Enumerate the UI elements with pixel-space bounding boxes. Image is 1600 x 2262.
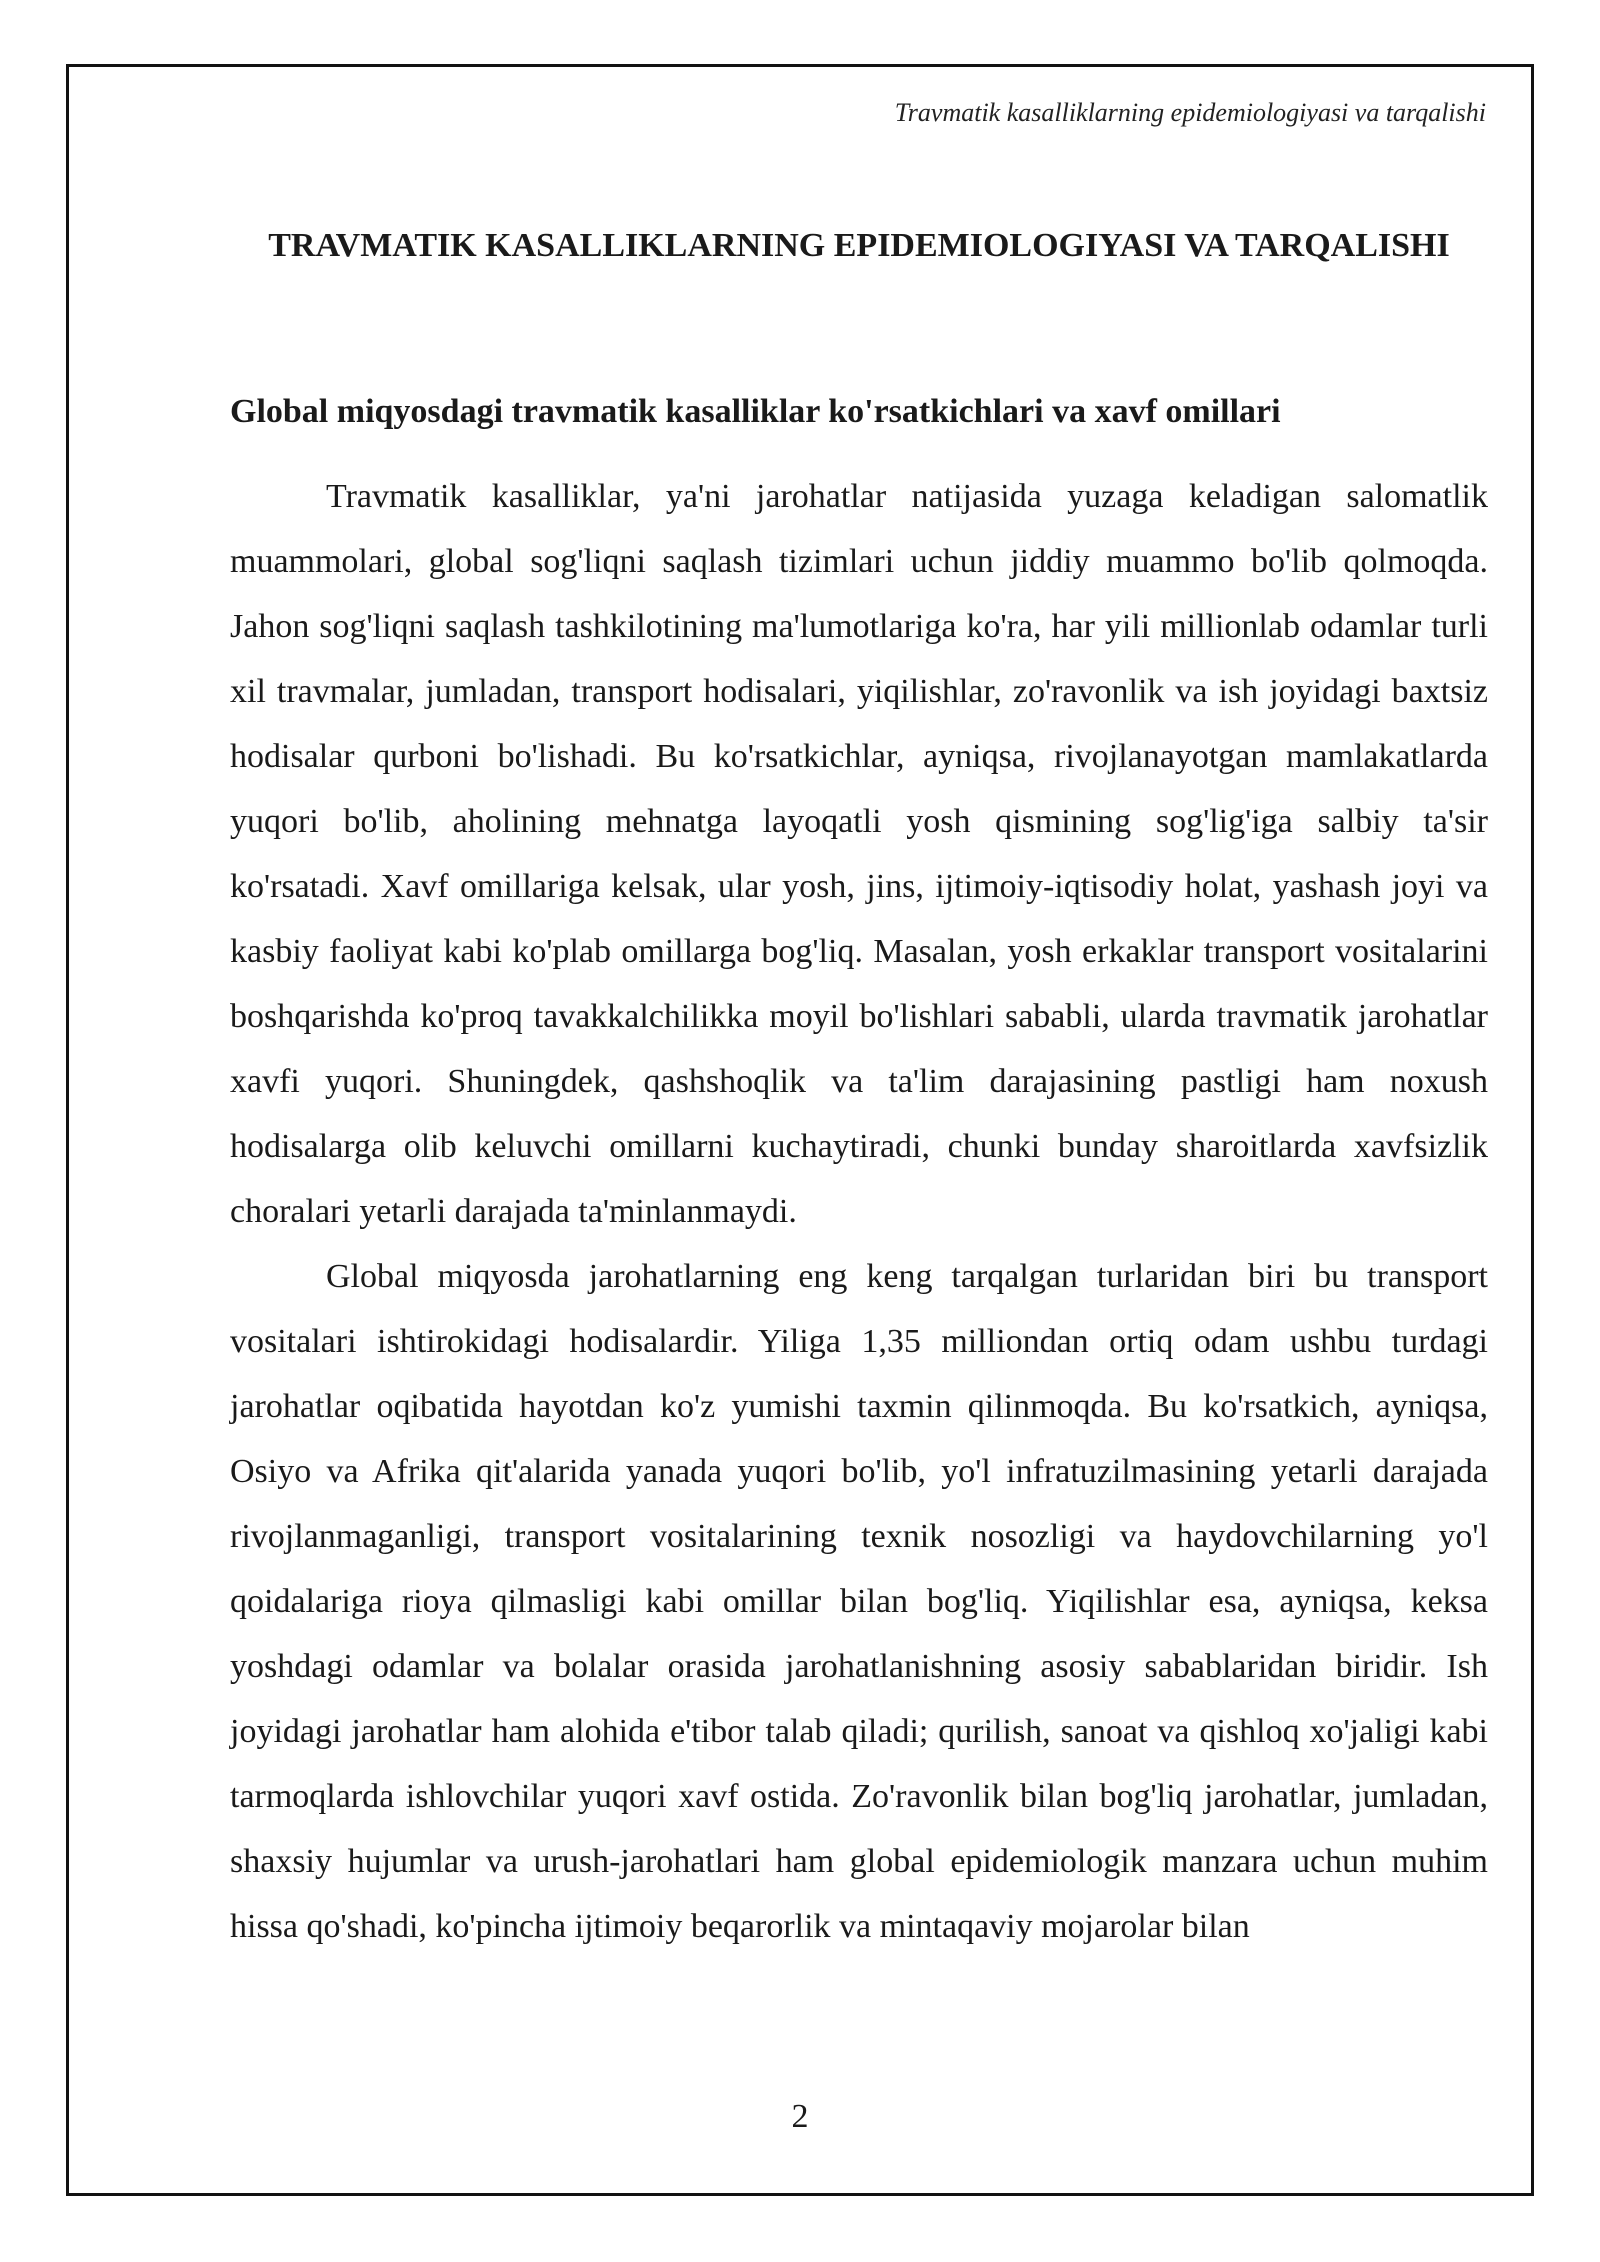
page-number: 2 bbox=[791, 2098, 809, 2135]
section-heading: Global miqyosdagi travmatik kasalliklar ko'rsatkichlari va xavf omillari bbox=[230, 393, 1281, 430]
running-header: Travmatik kasalliklarning epidemiologiyasi va tarqalishi bbox=[894, 98, 1486, 127]
document-title: TRAVMATIK KASALLIKLARNING EPIDEMIOLOGIYASI VA TARQALISHI bbox=[268, 227, 1450, 264]
paragraph-1: Travmatik kasalliklar, ya'ni jarohatlar natijasida yuzaga keladigan salomatlik muammolari, global sog'liqni saqlash tizimlari uchun jiddiy muammo bo'lib qolmoqda. Jahon sog'liqni saqlash tashkilotining ma'lumotlariga ko'ra, har yili millionlab odamlar turli xil travmalar, jumladan, transport hodisalari, yiqilishlar, zo'ravonlik va ish joyidagi baxtsiz hodisalar qurboni bo'lishadi. Bu ko'rsatkichlar, ayniqsa, rivojlanayotgan mamlakatlarda yuqori bo'lib, aholining mehnatga layoqatli yosh qismining sog'lig'iga salbiy ta'sir ko'rsatadi. Xavf omillariga kelsak, ular yosh, jins, ijtimoiy-iqtisodiy holat, yashash joyi va kasbiy faoliyat kabi ko'plab omillarga bog'liq. Masalan, yosh erkaklar transport vositalarini boshqarishda ko'proq tavakkalchilikka moyil bo'lishlari sababli, ularda travmatik jarohatlar xavfi yuqori. Shuningdek, qashshoqlik va ta'lim darajasining pastligi ham noxush hodisalarga olib keluvchi omillarni kuchaytiradi, chunki bunday sharoitlarda xavfsizlik choralari yetarli darajada ta'minlanmaydi. bbox=[230, 478, 1488, 1230]
body-text bbox=[230, 464, 1488, 1959]
paragraph-2: Global miqyosda jarohatlarning eng keng tarqalgan turlaridan biri bu transport vositalari ishtirokidagi hodisalardir. Yiliga 1,35 milliondan ortiq odam ushbu turdagi jarohatlar oqibatida hayotdan ko'z yumishi taxmin qilinmoqda. Bu ko'rsatkich, ayniqsa, Osiyo va Afrika qit'alarida yanada yuqori bo'lib, yo'l infratuzilmasining yetarli darajada rivojlanmaganligi, transport vositalarining texnik nosozligi va haydovchilarning yo'l qoidalariga rioya qilmasligi kabi omillar bilan bog'liq. Yiqilishlar esa, ayniqsa, keksa yoshdagi odamlar va bolalar orasida jarohatlanishning asosiy sabablaridan biridir. Ish joyidagi jarohatlar ham alohida e'tibor talab qiladi; qurilish, sanoat va qishloq xo'jaligi kabi tarmoqlarda ishlovchilar yuqori xavf ostida. Zo'ravonlik bilan bog'liq jarohatlar, jumladan, shaxsiy hujumlar va urush-jarohatlari ham global epidemiologik manzara uchun muhim hissa qo'shadi, ko'pincha ijtimoiy beqarorlik va mintaqaviy mojarolar bilan bbox=[230, 1258, 1488, 1945]
